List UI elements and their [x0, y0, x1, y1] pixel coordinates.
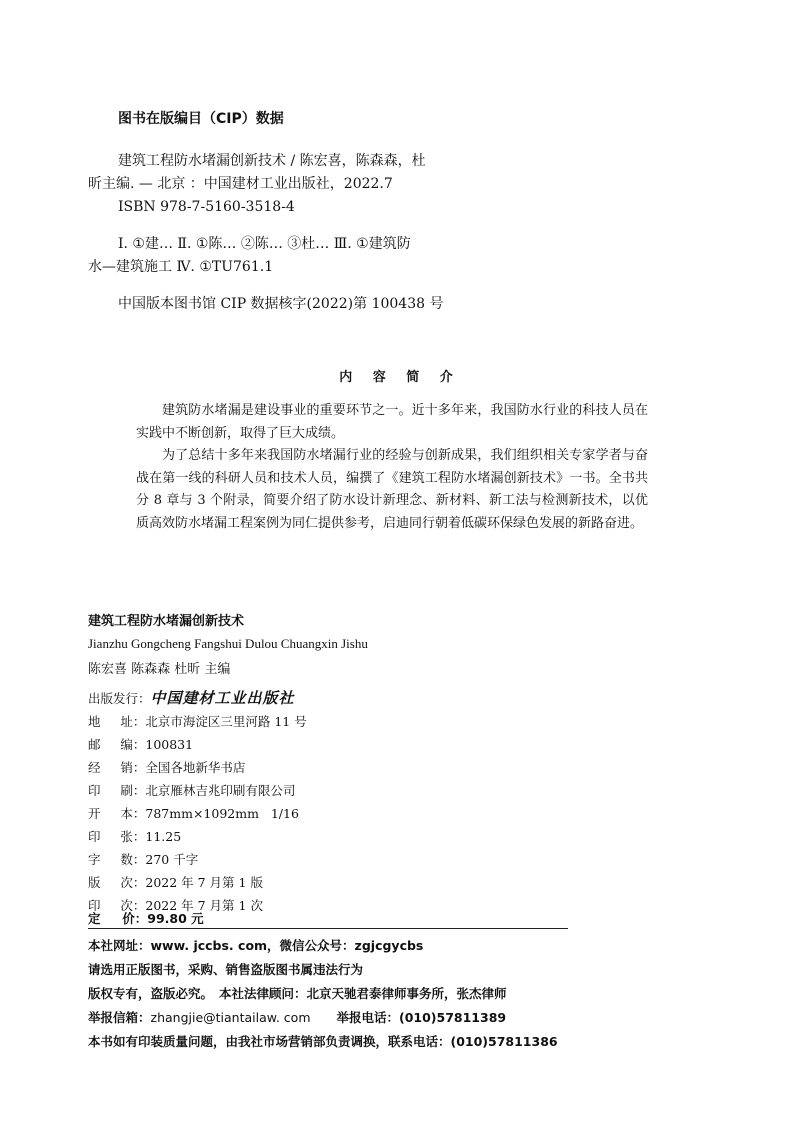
edition-row: [88, 873, 263, 891]
website-line: 本社网址：www. jccbs. com，微信公众号：zgjcgycbs: [88, 938, 424, 953]
publisher-row: [88, 687, 295, 708]
report-phone: 举报电话：(010)57811389: [336, 1010, 507, 1025]
quality-notice: 本书如有印装质量问题，由我社市场营销部负责调换，联系电话：(010)57811386: [88, 1034, 558, 1049]
edition-label: 版 次：: [88, 875, 146, 890]
distributor-label: 经 销：: [88, 760, 146, 775]
summary-paragraph-1: 建筑防水堵漏是建设事业的重要环节之一。近十多年来，我国防水行业的科技人员在实践中不断创新，取得了巨大成绩。: [136, 403, 648, 441]
cip-title: 图书在版编目（CIP）数据: [118, 111, 284, 127]
distributor-row: [88, 758, 245, 776]
cip-isbn: ISBN 978-7-5160-3518-4: [118, 199, 295, 215]
summary-body: [136, 400, 648, 535]
cip-entry-line2: 昕主编. — 北京 ：中国建材工业出版社，2022.7: [88, 176, 393, 192]
publisher-logo: 中国建材工业出版社: [150, 689, 295, 707]
sheets-label: 印 张：: [88, 829, 146, 844]
printer-label: 印 刷：: [88, 783, 146, 798]
cip-subjects-line2: 水—建筑施工 Ⅳ. ①TU761.1: [88, 259, 274, 275]
postcode-label: 邮 编：: [88, 737, 146, 752]
rights-rest: 本社法律顾问：北京天驰君泰律师事务所，张杰律师: [219, 986, 507, 1001]
postcode-value: 100831: [145, 737, 194, 752]
postcode-row: [88, 735, 193, 753]
edition-value: 2022 年 7 月第 1 版: [145, 875, 263, 890]
rights-line: [88, 984, 507, 1002]
impression-label: 印 次：: [88, 898, 146, 913]
price-value: 99.80 元: [147, 911, 204, 926]
words-row: [88, 850, 198, 868]
summary-title: 内 容 简 介: [339, 370, 461, 385]
summary-paragraph-2: 为了总结十多年来我国防水堵漏行业的经验与创新成果，我们组织相关专家学者与奋战在第一线的科研人员和技术人员，编撰了《建筑工程防水堵漏创新技术》一书。全书共分 8 章与 3 个附录，简要介绍了防水设计新理念、新材料、新工法与检测新技术，以优质高效防水堵漏工程案例为同仁提供参考，启迪同行朝着低碳环保绿色发展的新路奋进。: [136, 448, 648, 531]
distributor-value: 全国各地新华书店: [145, 760, 246, 775]
book-title: 建筑工程防水堵漏创新技术: [88, 614, 245, 629]
cip-number: 中国版本图书馆 CIP 数据核字(2022)第 100438 号: [118, 296, 444, 312]
cip-entry-line1: 建筑工程防水堵漏创新技术 / 陈宏喜，陈森森，杜: [118, 153, 426, 169]
price-row: [88, 909, 204, 927]
words-value: 270 千字: [145, 852, 199, 867]
address-label: 地 址：: [88, 714, 146, 729]
sheets-value: 11.25: [145, 829, 182, 844]
report-line: [88, 1008, 506, 1026]
rights-bold: 版权专有，盗版必究。: [88, 986, 214, 1001]
book-authors: 陈宏喜 陈森森 杜昕 主编: [88, 662, 231, 677]
impression-value: 2022 年 7 月第 1 次: [145, 898, 263, 913]
address-row: [88, 712, 307, 730]
divider-line: [88, 928, 568, 929]
report-email: zhangjie@tiantailaw. com: [150, 1010, 311, 1025]
cip-subjects-line1: Ⅰ. ①建… Ⅱ. ①陈… ②陈… ③杜… Ⅲ. ①建筑防: [118, 236, 411, 252]
sheets-row: [88, 827, 181, 845]
address-value: 北京市海淀区三里河路 11 号: [145, 714, 307, 729]
price-label: 定 价：: [88, 911, 148, 926]
printer-row: [88, 781, 295, 799]
book-pinyin: Jianzhu Gongcheng Fangshui Dulou Chuangxin Jishu: [88, 636, 368, 651]
format-row: [88, 804, 299, 822]
format-label: 开 本：: [88, 806, 146, 821]
words-label: 字 数：: [88, 852, 146, 867]
report-email-label: 举报信箱：: [88, 1010, 151, 1025]
publisher-label: 出版发行：: [88, 691, 151, 706]
printer-value: 北京雁林吉兆印刷有限公司: [145, 783, 296, 798]
legal-notice: 请选用正版图书，采购、销售盗版图书属违法行为: [88, 962, 364, 977]
format-value: 787mm×1092mm 1/16: [145, 806, 299, 821]
